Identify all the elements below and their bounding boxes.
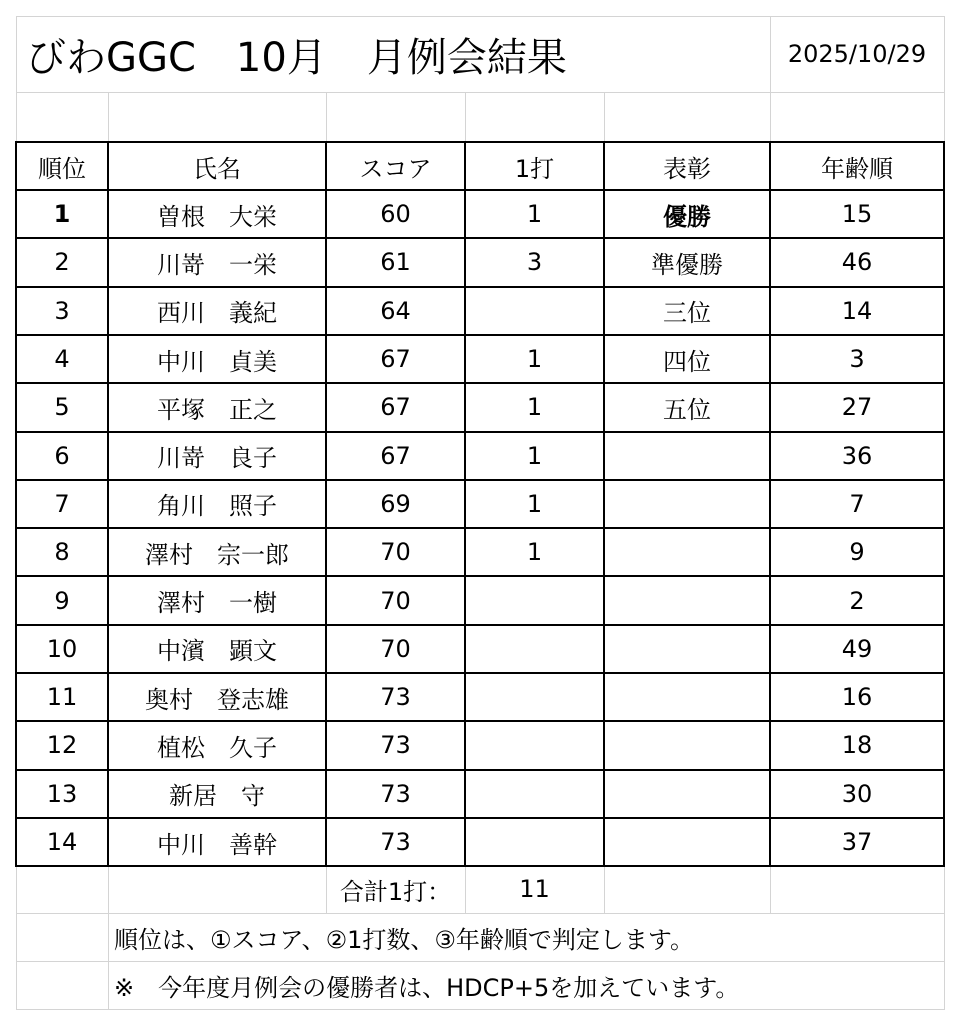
score-cell: 70 — [380, 586, 411, 615]
strokes-cell: 1 — [526, 200, 543, 229]
header-rank: 順位 — [38, 154, 86, 183]
rank-cell: 1 — [53, 200, 71, 229]
grid-line — [16, 913, 944, 914]
header-award: 表彰 — [663, 154, 711, 183]
award-cell — [604, 625, 770, 673]
score-cell: 61 — [380, 248, 411, 277]
rank-cell: 5 — [54, 393, 70, 422]
strokes-cell: 1 — [526, 393, 543, 422]
table-border — [769, 141, 771, 867]
award-cell: 四位 — [663, 347, 711, 376]
score-cell: 73 — [380, 731, 411, 760]
strokes-cell — [465, 673, 604, 721]
award-cell — [604, 673, 770, 721]
table-border — [15, 141, 17, 867]
strokes-cell — [465, 625, 604, 673]
header-age-order: 年齢順 — [821, 154, 893, 183]
table-border — [15, 431, 945, 433]
award-cell — [604, 432, 770, 480]
score-cell: 70 — [380, 538, 411, 567]
rank-cell: 7 — [54, 489, 70, 518]
strokes-cell — [465, 770, 604, 818]
grid-line — [108, 92, 109, 142]
age-order-cell: 2 — [849, 586, 865, 615]
name-cell: 澤村 一樹 — [157, 589, 277, 618]
table-border — [15, 672, 945, 674]
grid-line — [326, 92, 327, 142]
table-border — [107, 141, 109, 867]
strokes-cell: 1 — [526, 441, 543, 470]
table-border — [603, 141, 605, 867]
score-cell: 70 — [380, 634, 411, 663]
score-cell: 60 — [380, 200, 411, 229]
rank-cell: 11 — [46, 683, 78, 712]
name-cell: 中川 善幹 — [157, 830, 277, 859]
age-order-cell: 37 — [841, 828, 873, 857]
rank-cell: 13 — [46, 779, 78, 808]
grid-line — [770, 92, 771, 142]
award-cell — [604, 528, 770, 576]
rank-cell: 6 — [54, 441, 70, 470]
grid-line — [16, 1009, 944, 1010]
score-cell: 67 — [380, 345, 411, 374]
score-cell: 67 — [380, 441, 411, 470]
table-border — [15, 237, 945, 239]
age-order-cell: 16 — [841, 683, 873, 712]
strokes-cell — [465, 818, 604, 866]
award-cell — [604, 770, 770, 818]
score-cell: 73 — [380, 683, 411, 712]
page-title: びわGGC 10月 月例会結果 — [26, 34, 567, 81]
grid-line — [465, 865, 466, 913]
grid-line — [16, 92, 944, 93]
rank-cell: 14 — [46, 828, 78, 857]
score-cell: 73 — [380, 779, 411, 808]
score-cell: 64 — [380, 296, 411, 325]
rank-cell: 4 — [54, 345, 70, 374]
table-border — [943, 141, 945, 867]
table-border — [15, 334, 945, 336]
header-name: 氏名 — [193, 154, 241, 183]
rank-cell: 8 — [54, 538, 70, 567]
age-order-cell: 18 — [841, 731, 873, 760]
strokes-cell: 1 — [526, 489, 543, 518]
strokes-cell: 1 — [526, 538, 543, 567]
name-cell: 角川 照子 — [157, 492, 277, 521]
age-order-cell: 46 — [841, 248, 873, 277]
table-border — [15, 720, 945, 722]
table-border — [464, 141, 466, 867]
age-order-cell: 30 — [841, 779, 873, 808]
grid-line — [465, 92, 466, 142]
table-border — [15, 382, 945, 384]
grid-line — [604, 92, 605, 142]
grid-line — [108, 865, 109, 1010]
award-cell — [604, 721, 770, 769]
name-cell: 平塚 正之 — [157, 395, 277, 424]
age-order-cell: 49 — [841, 634, 873, 663]
table-border — [15, 817, 945, 819]
award-cell — [604, 818, 770, 866]
grid-line — [16, 961, 944, 962]
award-cell: 優勝 — [663, 202, 711, 231]
table-border — [15, 527, 945, 529]
table-border — [15, 575, 945, 577]
strokes-cell: 1 — [526, 345, 543, 374]
table-border — [15, 286, 945, 288]
award-cell — [604, 576, 770, 624]
name-cell: 澤村 宗一郎 — [145, 540, 289, 569]
age-order-cell: 27 — [841, 393, 873, 422]
table-border — [15, 141, 945, 143]
note-ranking-rule: 順位は、①スコア、②1打数、③年齢順で判定します。 — [114, 925, 694, 954]
strokes-cell — [465, 287, 604, 335]
total-strokes-label: 合計1打： — [339, 877, 452, 906]
score-cell: 67 — [380, 393, 411, 422]
rank-cell: 3 — [54, 296, 70, 325]
table-border — [15, 479, 945, 481]
strokes-cell: 3 — [526, 248, 543, 277]
score-cell: 73 — [380, 828, 411, 857]
age-order-cell: 36 — [841, 441, 873, 470]
grid-line — [326, 865, 327, 913]
name-cell: 新居 守 — [169, 782, 265, 811]
age-order-cell: 3 — [849, 345, 865, 374]
total-strokes-value: 11 — [519, 875, 550, 903]
grid-line — [770, 865, 771, 913]
age-order-cell: 14 — [841, 296, 873, 325]
age-order-cell: 9 — [849, 538, 865, 567]
award-cell: 準優勝 — [651, 250, 723, 279]
table-border — [325, 141, 327, 867]
strokes-cell — [465, 576, 604, 624]
name-cell: 中川 貞美 — [157, 347, 277, 376]
rank-cell: 2 — [54, 248, 70, 277]
grid-line — [16, 16, 944, 17]
rank-cell: 12 — [46, 731, 78, 760]
age-order-cell: 15 — [841, 200, 873, 229]
name-cell: 川嵜 良子 — [157, 444, 277, 473]
note-handicap: ※ 今年度月例会の優勝者は、HDCP+5を加えています。 — [114, 973, 740, 1002]
name-cell: 植松 久子 — [157, 733, 277, 762]
rank-cell: 9 — [54, 586, 70, 615]
name-cell: 西川 義紀 — [157, 299, 277, 328]
score-cell: 69 — [380, 489, 411, 518]
table-border — [15, 624, 945, 626]
rank-cell: 10 — [46, 634, 78, 663]
award-cell: 三位 — [663, 299, 711, 328]
name-cell: 中濱 顕文 — [157, 637, 277, 666]
strokes-cell — [465, 721, 604, 769]
table-border — [15, 189, 945, 191]
award-cell — [604, 480, 770, 528]
grid-line — [604, 865, 605, 913]
name-cell: 曽根 大栄 — [157, 202, 277, 231]
age-order-cell: 7 — [849, 489, 865, 518]
award-cell: 五位 — [663, 395, 711, 424]
event-date: 2025/10/29 — [787, 40, 927, 68]
name-cell: 奥村 登志雄 — [145, 685, 289, 714]
header-strokes: 1打 — [514, 154, 555, 183]
header-score: スコア — [359, 154, 432, 183]
table-border — [15, 865, 945, 867]
name-cell: 川嵜 一栄 — [157, 250, 277, 279]
table-border — [15, 769, 945, 771]
